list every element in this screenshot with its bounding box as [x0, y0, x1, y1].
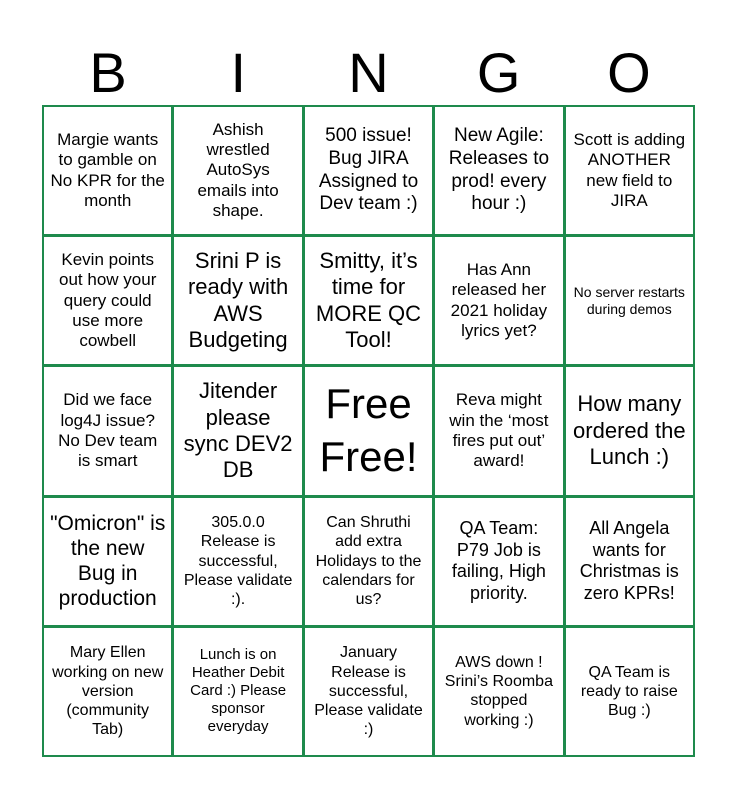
bingo-cell-r1-c2[interactable]	[174, 107, 301, 234]
bingo-cell-r5-c3[interactable]	[305, 628, 432, 755]
bingo-cell-text: Kevin points out how your query could use more cowbell	[59, 249, 157, 351]
bingo-cell-r1-c1[interactable]	[44, 107, 171, 234]
bingo-cell-text: QA Team is ready to raise Bug :)	[580, 663, 678, 719]
bingo-cell-r3-c2[interactable]	[174, 367, 301, 494]
bingo-cell-r4-c2[interactable]	[174, 498, 301, 625]
bingo-cell-r3-c4[interactable]	[435, 367, 562, 494]
bingo-cell-r2-c3[interactable]	[305, 237, 432, 364]
bingo-cell-text: Jitender please sync DEV2 DB	[183, 378, 293, 483]
bingo-cell-text: Smitty, it’s time for MORE QC Tool!	[315, 248, 422, 353]
bingo-cell-r4-c3[interactable]	[305, 498, 432, 625]
bingo-cell-r5-c1[interactable]	[44, 628, 171, 755]
bingo-cell-text: All Angela wants for Christmas is zero KPRs!	[579, 518, 679, 603]
bingo-cell-text: Reva might win the ‘most fires put out’ award!	[449, 390, 549, 471]
bingo-cell-r1-c3[interactable]	[305, 107, 432, 234]
header-letter-i: I	[230, 41, 247, 104]
bingo-cell-r5-c4[interactable]	[435, 628, 562, 755]
bingo-cell-text: How many ordered the Lunch :)	[573, 391, 686, 470]
bingo-cell-r3-c5[interactable]	[566, 367, 693, 494]
bingo-header	[43, 40, 694, 106]
bingo-cell-text: Mary Ellen working on new version (community Tab)	[52, 644, 164, 739]
bingo-cell-r5-c2[interactable]	[174, 628, 301, 755]
bingo-cell-r3-c1[interactable]	[44, 367, 171, 494]
bingo-cell-text: Srini P is ready with AWS Budgeting	[187, 248, 289, 353]
bingo-cell-r1-c4[interactable]	[435, 107, 562, 234]
bingo-cell-text: No server restarts during demos	[573, 283, 685, 317]
header-letter-b: B	[89, 41, 127, 104]
bingo-cell-r5-c5[interactable]	[566, 628, 693, 755]
bingo-cell-r2-c2[interactable]	[174, 237, 301, 364]
bingo-cell-r2-c5[interactable]	[566, 237, 693, 364]
bingo-cell-r4-c1[interactable]	[44, 498, 171, 625]
bingo-cell-text: AWS down ! Srini’s Roomba stopped working :)	[444, 654, 553, 729]
bingo-cell-text: Scott is adding ANOTHER new field to JIRA	[573, 129, 686, 210]
bingo-cell-text: QA Team: P79 Job is failing, High priority.	[451, 518, 546, 603]
bingo-cell-r2-c1[interactable]	[44, 237, 171, 364]
bingo-cell-text: Has Ann released her 2021 holiday lyrics yet?	[450, 260, 548, 341]
bingo-board	[42, 105, 695, 757]
bingo-cell-r2-c4[interactable]	[435, 237, 562, 364]
bingo-cell-text: 500 issue! Bug JIRA Assigned to Dev team :)	[318, 125, 419, 215]
bingo-cell-r4-c4[interactable]	[435, 498, 562, 625]
bingo-cell-text: Did we face log4J issue? No Dev team is smart	[58, 390, 158, 471]
bingo-cell-text: Can Shruthi add extra Holidays to the calendars for us?	[315, 514, 422, 608]
bingo-cell-free[interactable]	[305, 367, 432, 494]
header-letter-o: O	[607, 41, 651, 104]
header-letter-n: N	[348, 41, 389, 104]
bingo-cell-text: New Agile: Releases to prod! every hour :)	[448, 125, 550, 215]
bingo-cell-text: "Omicron" is the new Bug in production	[50, 511, 166, 611]
bingo-cell-r4-c5[interactable]	[566, 498, 693, 625]
header-letter-g: G	[476, 41, 521, 104]
bingo-cell-text: 305.0.0 Release is successful, Please validate :).	[183, 514, 293, 608]
bingo-cell-r1-c5[interactable]	[566, 107, 693, 234]
bingo-cell-text: January Release is successful, Please validate :)	[314, 644, 423, 739]
bingo-cell-text: Ashish wrestled AutoSys emails into shape.	[197, 119, 279, 221]
bingo-cell-text: Lunch is on Heather Debit Card :) Please sponsor everyday	[190, 646, 287, 736]
free-space-text: Free Free!	[319, 380, 418, 480]
bingo-cell-text: Margie wants to gamble on No KPR for the month	[50, 129, 165, 210]
